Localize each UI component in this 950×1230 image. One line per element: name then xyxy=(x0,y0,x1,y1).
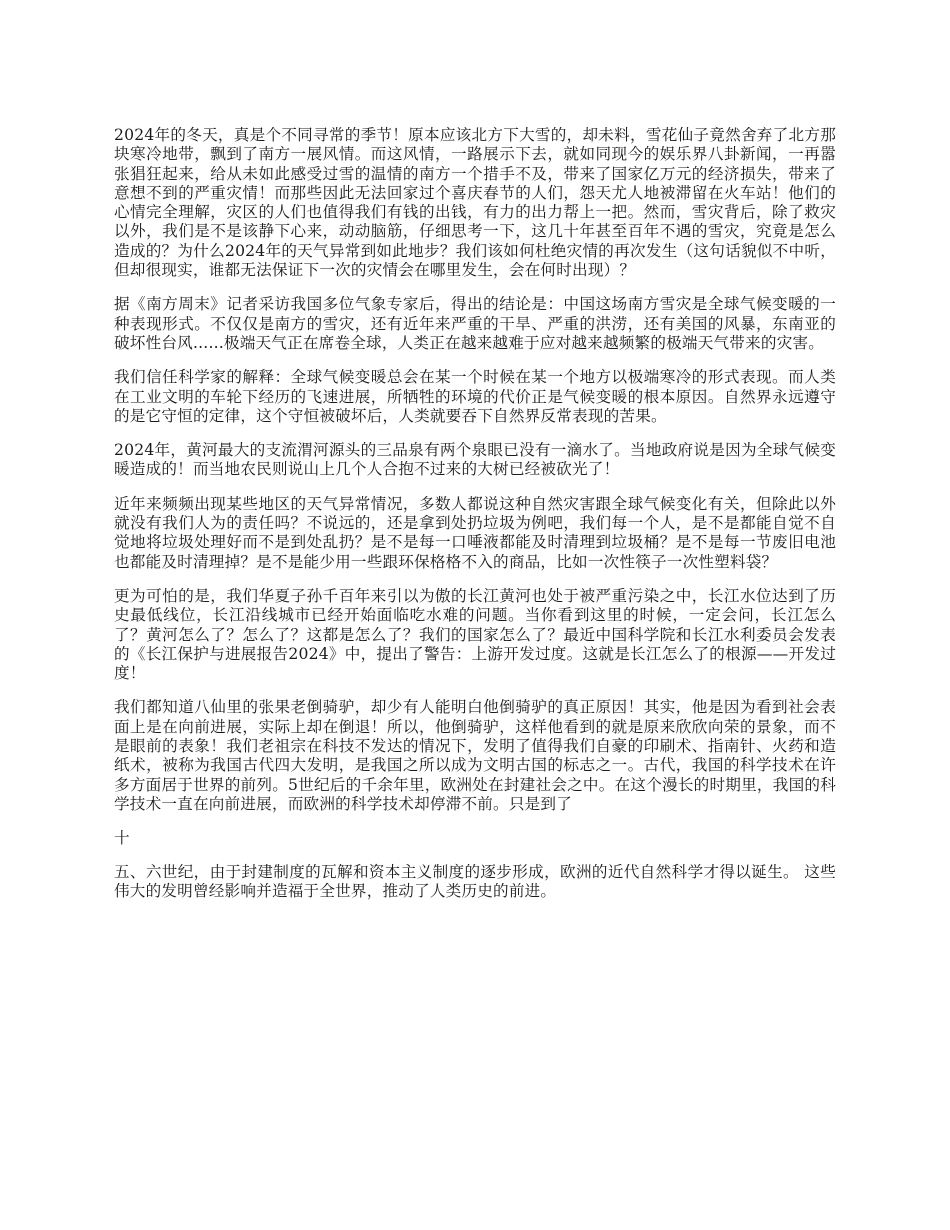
paragraph-european-science: 五、六世纪，由于封建制度的瓦解和资本主义制度的逐步形成，欧洲的近代自然科学才得以诞生。 这些伟大的发明曾经影响并造福于全世界，推动了人类历史的前进。 xyxy=(114,862,836,900)
paragraph-winter-snow: 2024年的冬天，真是个不同寻常的季节！原本应该北方下大雪的，却未料，雪花仙子竟然舍弃了北方那块寒冷地带，飘到了南方一展风情。而这风情，一路展示下去，就如同现今的娱乐界八卦新闻，一再嚣张猖狂起来，给从未如此感受过雪的温情的南方一个措手不及，带来了国家亿万元的经济损失，带来了意想不到的严重灾情！而那些因此无法回家过个喜庆春节的人们，怨天尤人地被滞留在火车站！他们的心情完全理解，灾区的人们也值得我们有钱的出钱，有力的出力帮上一把。然而，雪灾背后，除了救灾以外，我们是不是该静下心来，动动脑筋，仔细思考一下，这几十年甚至百年不遇的雪灾，究竟是怎么造成的？为什么2024年的天气异常到如此地步？我们该如何杜绝灾情的再次发生（这句话貌似不中听，但却很现实，谁都无法保证下一次的灾情会在哪里发生，会在何时出现）？ xyxy=(114,126,836,280)
paragraph-scientist-explanation: 我们信任科学家的解释：全球气候变暖总会在某一个时候在某一个地方以极端寒冷的形式表现。而人类在工业文明的车轮下经历的飞速进展，所牺牲的环境的代价正是气候变暖的根本原因。自然界永远遵守的是它守恒的定律，这个守恒被破坏后，人类就要吞下自然界反常表现的苦果。 xyxy=(114,368,836,425)
paragraph-yangtze-pollution: 更为可怕的是，我们华夏子孙千百年来引以为傲的长江黄河也处于被严重污染之中，长江水位达到了历史最低线位，长江沿线城市已经开始面临吃水难的问题。当你看到这里的时候，一定会问，长江怎么了？黄河怎么了？怎么了？这都是怎么了？我们的国家怎么了？最近中国科学院和长江水利委员会发表的《长江保护与进展报告2024》中，提出了警告：上游开发过度。这就是长江怎么了的根源——开发过度！ xyxy=(114,586,836,683)
paragraph-fragment-ten: 十 xyxy=(114,829,130,848)
paragraph-weihe-spring: 2024年，黄河最大的支流渭河源头的三品泉有两个泉眼已没有一滴水了。当地政府说是因为全球气候变暖造成的！而当地农民则说山上几个人合抱不过来的大树已经被砍光了！ xyxy=(114,441,836,479)
paragraph-expert-conclusion: 据《南方周末》记者采访我国多位气象专家后，得出的结论是：中国这场南方雪灾是全球气候变暖的一种表现形式。不仅仅是南方的雪灾，还有近年来严重的干旱、严重的洪涝，还有美国的风暴，东南亚的破坏性台风......极端天气正在席卷全球，人类正在越来越难于应对越来越频繁的极端天气带来的灾害。 xyxy=(114,295,836,352)
paragraph-human-responsibility: 近年来频频出现某些地区的天气异常情况，多数人都说这种自然灾害跟全球气候变化有关，但除此以外就没有我们人为的责任吗？不说远的，还是拿到处扔垃圾为例吧，我们每一个人，是不是都能自觉不自觉地将垃圾处理好而不是到处乱扔？是不是每一口唾液都能及时清理到垃圾桶？是不是每一节废旧电池也都能及时清理掉？是不是能少用一些跟环保格格不入的商品，比如一次性筷子一次性塑料袋？ xyxy=(114,494,836,571)
paragraph-zhang-guolao: 我们都知道八仙里的张果老倒骑驴，却少有人能明白他倒骑驴的真正原因！其实，他是因为看到社会表面上是在向前进展，实际上却在倒退！所以，他倒骑驴，这样他看到的就是原来欣欣向荣的景象，而不是眼前的表象！我们老祖宗在科技不发达的情况下，发明了值得我们自豪的印刷术、指南针、火药和造纸术，被称为我国古代四大发明，是我国之所以成为文明古国的标志之一。古代，我国的科学技术在许多方面居于世界的前列。5世纪后的千余年里，欧洲处在封建社会之中。在这个漫长的时期里，我国的科学技术一直在向前进展，而欧洲的科学技术却停滞不前。只是到了 xyxy=(114,698,836,813)
document-body xyxy=(114,126,836,916)
